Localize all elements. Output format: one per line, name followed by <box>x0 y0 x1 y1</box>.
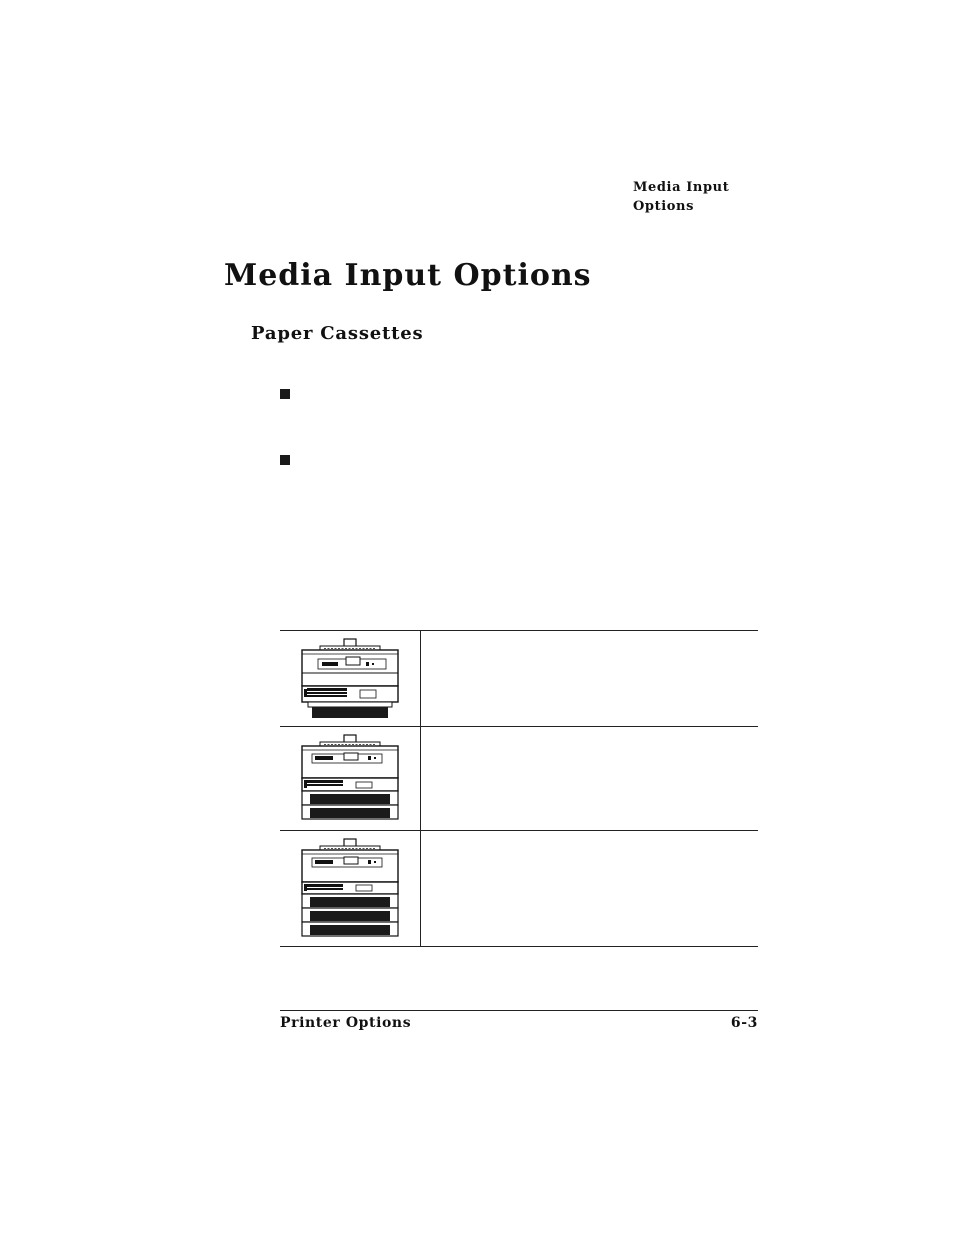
table-row <box>280 631 758 727</box>
printer-one-cassette-icon <box>298 637 402 723</box>
cassette-options-table <box>280 630 758 947</box>
illustration-cell <box>280 631 421 726</box>
footer-page-number: 6-3 <box>730 1015 758 1031</box>
margin-heading-line2: Options <box>633 199 694 214</box>
footer-rule <box>280 1010 758 1011</box>
bullet-marker-2 <box>280 455 290 465</box>
section-title: Paper Cassettes <box>251 323 424 344</box>
margin-heading <box>633 178 773 216</box>
illustration-cell <box>280 831 421 946</box>
margin-heading-line1: Media Input <box>633 180 730 195</box>
page-title: Media Input Options <box>224 258 592 293</box>
table-row <box>280 727 758 831</box>
printer-three-cassettes-icon <box>298 837 402 941</box>
bullet-marker-1 <box>280 389 290 399</box>
footer-chapter-title: Printer Options <box>280 1015 412 1031</box>
printer-two-cassettes-icon <box>298 733 402 823</box>
illustration-cell <box>280 727 421 830</box>
table-row <box>280 831 758 947</box>
